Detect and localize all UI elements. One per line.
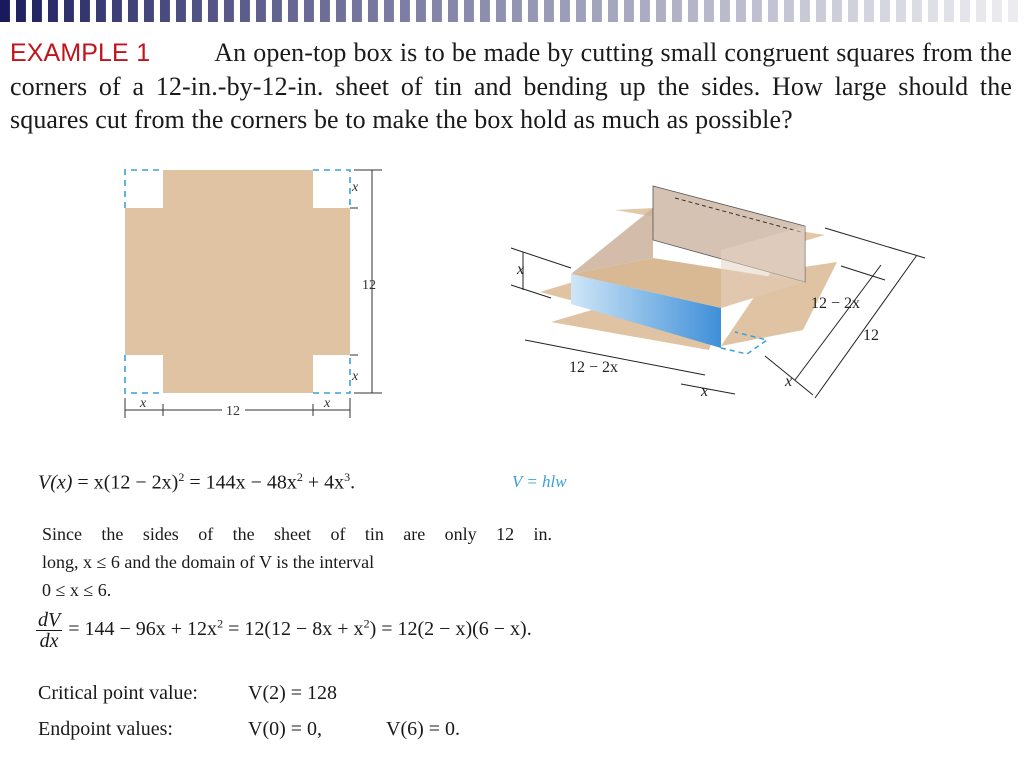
top-gradient-bar [0,0,1024,22]
box-label-corner-x: x [701,383,709,400]
volume-exp-2: 2 [178,470,185,484]
endpoint-label: Endpoint values: [38,718,173,740]
top-bar-stripe [640,0,650,22]
volume-rest2: + 4x [302,471,345,494]
top-bar-stripe [432,0,442,22]
top-bar-stripe [800,0,810,22]
top-bar-stripe [496,0,506,22]
derivative-exp: 2 [217,616,224,631]
top-bar-stripe [688,0,698,22]
top-bar-stripe [832,0,842,22]
derivative-part2: = 12(12 − 8x + x [223,618,364,641]
volume-rhs: = x(12 − 2x) [72,471,179,494]
top-bar-stripe [208,0,218,22]
top-bar-stripe [48,0,58,22]
top-bar-stripe [288,0,298,22]
top-bar-stripe [560,0,570,22]
volume-equation [38,470,355,495]
top-bar-stripe [960,0,970,22]
endpoint-value-2: V(6) = 0. [386,718,461,740]
top-bar-stripe [944,0,954,22]
top-bar-stripe [768,0,778,22]
top-bar-stripe [816,0,826,22]
top-bar-stripe [272,0,282,22]
endpoint-value-1: V(0) = 0, [248,718,323,740]
top-bar-stripe [160,0,170,22]
label-bottom-12: 12 [226,404,240,419]
box-label-corner-x2: x [785,373,793,390]
critical-value: V(2) = 128 [248,682,338,704]
top-bar-stripe [192,0,202,22]
top-bar-stripe [976,0,986,22]
top-bar-stripe [880,0,890,22]
derivative-fraction [36,610,62,651]
top-bar-stripe [352,0,362,22]
top-bar-stripe [416,0,426,22]
box-label-width: 12 − 2x [569,359,619,376]
critical-label: Critical point value: [38,682,198,704]
top-bar-stripe [384,0,394,22]
domain-line-3: 0 ≤ x ≤ 6. [42,580,112,600]
top-bar-stripe [528,0,538,22]
domain-line-1: Since the sides of the sheet of tin are only 12 in. [42,524,552,544]
domain-line-2: long, x ≤ 6 and the domain of V is the interval [42,552,375,572]
top-bar-stripe [912,0,922,22]
derivative-denominator: dx [39,630,59,652]
top-bar-stripe [608,0,618,22]
endpoint-row [38,718,461,741]
volume-exp-3: 3 [344,470,351,484]
top-bar-stripe [656,0,666,22]
top-bar-stripe [240,0,250,22]
label-side-12: 12 [362,278,376,293]
top-bar-stripe [128,0,138,22]
top-bar-stripe [576,0,586,22]
top-bar-stripe [224,0,234,22]
volume-lhs: V(x) [38,471,73,494]
top-bar-stripe [592,0,602,22]
top-bar-stripe [720,0,730,22]
label-x-left: x [140,396,147,411]
top-bar-stripe [368,0,378,22]
domain-paragraph [42,520,552,604]
top-bar-stripe [992,0,1002,22]
box-label-height-x: x [517,261,525,278]
label-x-top: x [352,180,359,195]
top-bar-stripe [448,0,458,22]
top-bar-stripe [96,0,106,22]
top-bar-stripe [704,0,714,22]
top-bar-stripe [752,0,762,22]
top-bar-stripe [320,0,330,22]
top-bar-stripe [256,0,266,22]
example-label: EXAMPLE 1 [10,39,151,67]
derivative-exp2: 2 [363,616,370,631]
critical-point-row [38,682,338,705]
top-bar-stripe [928,0,938,22]
volume-exp-2b: 2 [296,470,303,484]
sheet-shape [125,170,350,393]
top-bar-stripe [176,0,186,22]
top-bar-stripe [480,0,490,22]
open-box-figure [505,180,945,410]
flat-sheet-figure [110,160,390,425]
top-bar-stripe [544,0,554,22]
volume-end: . [350,471,356,494]
top-bar-stripe [64,0,74,22]
top-bar-stripe [16,0,26,22]
top-bar-stripe [112,0,122,22]
label-x-right: x [324,396,331,411]
problem-text: An open-top box is to be made by cutting small congruent squares from the corners of a 12-in.-by-12-in. sheet of tin and bending up the sides. How large should the squares cut from the corners be to make the box hold as much as possible? [10,38,1012,134]
volume-note: V = hlw [512,472,567,491]
box-label-depth: 12 − 2x [811,295,861,312]
label-x-bottom-right: x [352,369,359,384]
top-bar-stripe [32,0,42,22]
box-label-depth-12: 12 [863,327,879,344]
top-bar-stripe [736,0,746,22]
derivative-equation [36,610,532,651]
top-bar-stripe [1008,0,1018,22]
top-bar-stripe [624,0,634,22]
top-bar-stripe [336,0,346,22]
top-bar-stripe [896,0,906,22]
top-bar-stripe [864,0,874,22]
volume-rest1: = 144x − 48x [184,471,297,494]
top-bar-stripe [848,0,858,22]
derivative-part3: ) = 12(2 − x)(6 − x). [369,618,532,641]
top-bar-stripe [672,0,682,22]
top-bar-stripe [304,0,314,22]
top-bar-stripe [784,0,794,22]
top-bar-stripe [512,0,522,22]
top-bar-stripe [400,0,410,22]
top-bar-stripe [464,0,474,22]
derivative-numerator: dV [38,609,61,631]
top-bar-stripe [80,0,90,22]
problem-statement [10,36,1012,136]
top-bar-stripe [144,0,154,22]
derivative-part1: = 144 − 96x + 12x [68,618,218,641]
top-bar-stripe [0,0,10,22]
